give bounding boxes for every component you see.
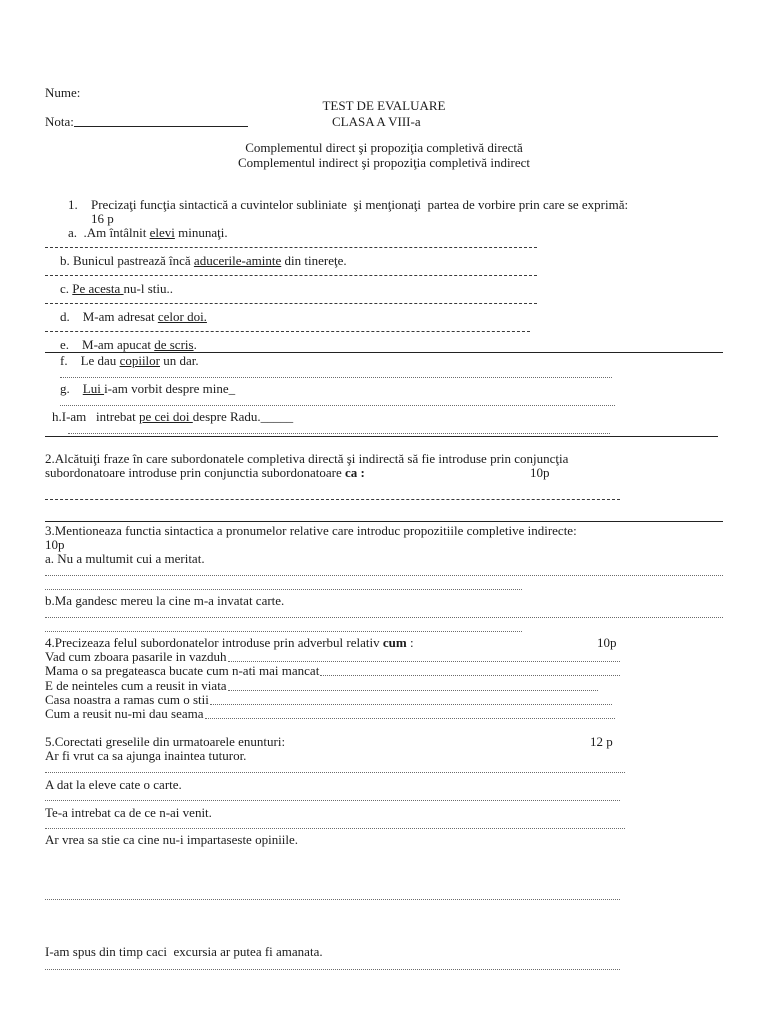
underlined-word: Lui [82, 381, 105, 396]
q2-prompt-line-2 [45, 466, 365, 480]
answer-line-dotted [45, 589, 522, 590]
answer-line-dotted [45, 800, 620, 801]
q2-conjunction: ca : [345, 465, 365, 480]
grade-label: Nota: [45, 114, 74, 129]
answer-leader-dots [228, 650, 620, 662]
q5-sentence: I-am spus din timp caci excursia ar putea fi amanata. [45, 944, 323, 959]
answer-line-dashed [45, 303, 537, 304]
q4-prompt [45, 636, 414, 650]
item-text: d. M-am adresat [60, 309, 158, 324]
q1-prompt: Precizaţi funcţia sintactică a cuvintelor subliniate şi menţionaţi partea de vorbire prin care se exprimă: [91, 197, 629, 212]
q5-sentence: Te-a intrebat ca de ce n-ai venit. [45, 805, 212, 820]
grade-field [45, 115, 248, 129]
item-text: i-am vorbit despre mine_ [104, 381, 236, 396]
answer-leader-dots [210, 693, 612, 705]
q1-item-e [60, 338, 197, 352]
q3-item-b: b.Ma gandesc mereu la cine m-a invatat carte. [45, 593, 285, 608]
q4-prompt-colon: : [406, 635, 414, 650]
q5-sentence: Ar vrea sa stie ca cine nu-i impartaseste opiniile. [45, 832, 299, 847]
item-text: din tinereţe. [281, 253, 347, 268]
q4-item-text: E de neinteles cum a reusit in viata [45, 678, 227, 693]
subtitle-direct: Complementul direct şi propoziţia completivă directă [245, 140, 523, 155]
answer-line-dotted [68, 433, 610, 434]
q5-sentence: A dat la eleve cate o carte. [45, 777, 182, 792]
item-text: h.I-am intrebat [52, 409, 139, 424]
underlined-word: pe cei doi [139, 409, 193, 424]
item-text: despre Radu._____ [192, 409, 294, 424]
answer-line-dotted [60, 377, 612, 378]
underlined-word: elevi [149, 225, 175, 240]
item-text: a. .Am întâlnit [68, 225, 150, 240]
answer-leader-dots [205, 707, 616, 719]
q1-item-c [60, 282, 173, 296]
answer-line-dotted [60, 405, 615, 406]
q3-points: 10p [45, 537, 65, 552]
q5-sentence: Ar fi vrut ca sa ajunga inaintea tuturor. [45, 748, 247, 763]
q1-points: 16 p [91, 211, 114, 226]
q4-item-text: Vad cum zboara pasarile in vazduh [45, 649, 227, 664]
q3-prompt: 3.Mentioneaza functia sintactica a pronumelor relative care introduc propozitiile completive indirecte: [45, 523, 577, 538]
grade-blank-line [74, 115, 248, 127]
q4-adverb: cum [382, 635, 407, 650]
q1-item-b [60, 254, 347, 268]
q4-item [45, 693, 612, 707]
q1-number: 1. [68, 197, 78, 212]
q1-item-h [52, 410, 293, 424]
answer-line-dashed [45, 499, 620, 500]
answer-line-dotted [45, 899, 620, 900]
q2-points: 10p [530, 465, 550, 480]
item-text: un dar. [160, 353, 199, 368]
q1-item-g [60, 382, 235, 396]
answer-line-dotted [45, 575, 723, 576]
item-text: . [193, 337, 197, 352]
item-text: e. M-am apucat [60, 337, 155, 352]
answer-line-dashed [45, 247, 537, 248]
answer-line-dotted [45, 772, 625, 773]
underlined-word: Pe acesta [72, 281, 124, 296]
underlined-word: celor doi. [157, 309, 207, 324]
item-text: g. [60, 381, 83, 396]
item-text: f. Le dau [60, 353, 120, 368]
item-text: c. [60, 281, 73, 296]
q4-item-text: Mama o sa pregateasca bucate cum n-ati mai mancat [45, 663, 320, 678]
subtitle-indirect: Complementul indirect şi propoziţia completivă indirect [237, 155, 531, 170]
answer-line-dotted [45, 631, 522, 632]
item-text: nu-l stiu.. [123, 281, 174, 296]
answer-line-dashed [45, 275, 537, 276]
q1-item-a [68, 226, 228, 240]
q1-item-f [60, 354, 199, 368]
answer-line-dotted [45, 969, 620, 970]
answer-leader-dots [228, 679, 598, 691]
q4-item-text: Casa noastra a ramas cum o stii [45, 692, 209, 707]
item-text: b. Bunicul pastrează încă [60, 253, 194, 268]
q2-prompt-line-1: 2.Alcătuiţi fraze în care subordonatele completiva directă şi indirectă să fie introduse prin conjuncţia [45, 451, 569, 466]
answer-line-dotted [45, 617, 723, 618]
separator-line [45, 521, 723, 522]
q4-item-text: Cum a reusit nu-mi dau seama [45, 706, 204, 721]
underlined-word: de scris [154, 337, 194, 352]
q4-prompt-text: 4.Precizeaza felul subordonatelor introduse prin adverbul relativ [45, 635, 383, 650]
q4-item [45, 707, 615, 721]
q1-item-d [60, 310, 207, 324]
q3-item-a: a. Nu a multumit cui a meritat. [45, 551, 205, 566]
class-label: CLASA A VIII-a [332, 114, 421, 129]
q5-prompt: 5.Corectati greselile din urmatoarele enunturi: [45, 734, 286, 749]
underlined-word: copiilor [119, 353, 160, 368]
q4-item [45, 664, 620, 678]
answer-line-dotted [45, 828, 625, 829]
q4-item [45, 679, 598, 693]
answer-leader-dots [320, 664, 620, 676]
q4-item [45, 650, 620, 664]
separator-line [45, 436, 718, 437]
item-text: minunaţi. [174, 225, 228, 240]
answer-line-dashed [45, 331, 530, 332]
q2-prompt-text: subordonatoare introduse prin conjunctia subordonatoare [45, 465, 345, 480]
underlined-word: aducerile-aminte [193, 253, 282, 268]
q4-points: 10p [597, 635, 617, 650]
test-title: TEST DE EVALUARE [322, 98, 446, 113]
q5-points: 12 p [590, 734, 613, 749]
name-label: Nume: [45, 85, 81, 100]
